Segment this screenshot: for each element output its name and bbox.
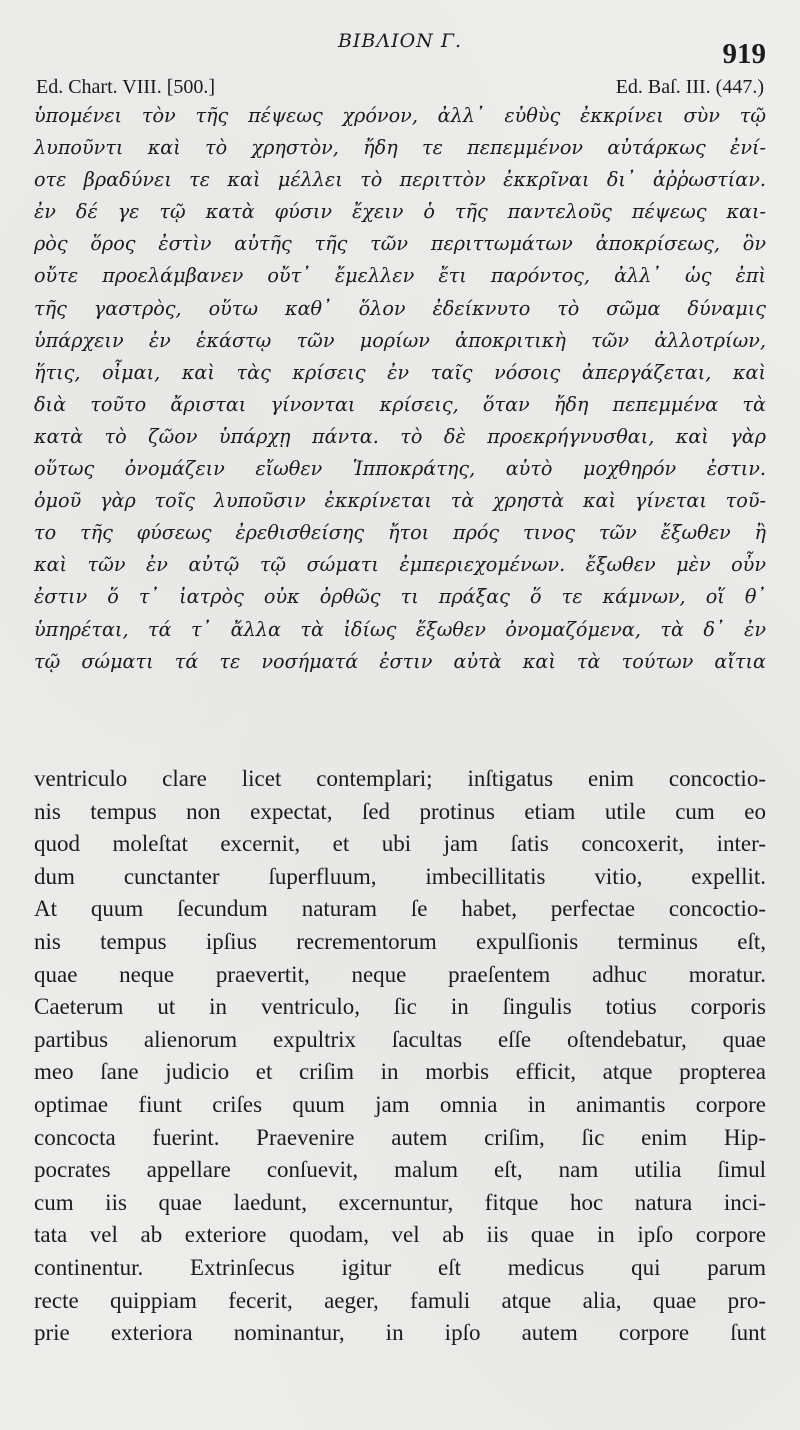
- edition-reference-left: Ed. Chart. VIII. [500.]: [36, 76, 216, 98]
- running-title: BIBΛΙΟΝ Γ.: [337, 30, 463, 52]
- latin-line: quod moleſtat excernit, et ubi jam ſatis concoxerit, inter-: [34, 831, 766, 857]
- latin-line: meo ſane judicio et criſim in morbis efficit, atque propterea: [34, 1059, 766, 1085]
- greek-line: ρὸς ὅρος ἐστὶν αὐτῆς τῆς τῶν περιττωμάτων ἀποκρίσεως, ὃν: [34, 232, 766, 256]
- greek-text-block: [34, 100, 766, 678]
- latin-line: dum cunctanter ſuperfluum, imbecillitatis vitio, expellit.: [34, 863, 766, 889]
- greek-line: το τῆς φύσεως ἐρεθισθείσης ἤτοι πρός τινος τῶν ἔξωθεν ἢ: [34, 521, 766, 545]
- latin-line: ventriculo clare licet contemplari; inſtigatus enim concoctio-: [34, 766, 766, 791]
- latin-line: nis tempus non expectat, ſed protinus etiam utile cum eo: [34, 798, 766, 824]
- greek-line: ὑπάρχειν ἐν ἑκάστῳ τῶν μορίων ἀποκριτικὴ τῶν ἀλλοτρίων,: [34, 328, 766, 352]
- latin-line: tata vel ab exteriore quodam, vel ab iis quae in ipſo corpore: [34, 1222, 766, 1248]
- latin-line: concocta fuerint. Praevenire autem criſim, ſic enim Hip-: [34, 1124, 766, 1150]
- latin-line: partibus alienorum expultrix ſacultas eſſe oſtendebatur, quae: [34, 1026, 766, 1052]
- latin-line: recte quippiam fecerit, aeger, famuli atque alia, quae pro-: [34, 1287, 766, 1313]
- greek-line: οτε βραδύνει τε καὶ μέλλει τὸ περιττὸν ἐκκρῖναι δι᾽ ἀῤῥωστίαν.: [34, 168, 766, 192]
- greek-line: οὔτε προελάμβανεν οὔτ᾽ ἔμελλεν ἔτι παρόντος, ἀλλ᾽ ὡς ἐπὶ: [34, 264, 766, 288]
- greek-line: ὑπηρέται, τά τ᾽ ἄλλα τὰ ἰδίως ἔξωθεν ὀνομαζόμενα, τὰ δ᾽ ἐν: [34, 617, 766, 641]
- latin-line: At quum ſecundum naturam ſe habet, perfectae concoctio-: [34, 896, 766, 922]
- greek-line: κατὰ τὸ ζῶον ὑπάρχῃ πάντα. τὸ δὲ προεκρήγνυσθαι, καὶ γὰρ: [34, 424, 766, 448]
- latin-line: quae neque praevertit, neque praeſentem adhuc moratur.: [34, 961, 766, 987]
- greek-line: διὰ τοῦτο ἄρισται γίνονται κρίσεις, ὅταν ἤδη πεπεμμένα τὰ: [34, 392, 766, 416]
- greek-line: ἥτις, οἶμαι, καὶ τὰς κρίσεις ἐν ταῖς νόσοις ἀπεργάζεται, καὶ: [34, 360, 766, 384]
- latin-line: prie exteriora nominantur, in ipſo autem corpore ſunt: [34, 1320, 766, 1346]
- edition-reference-right: Ed. Baſ. III. (447.): [615, 76, 764, 98]
- latin-line: continentur. Extrinſecus igitur eſt medicus qui parum: [34, 1254, 766, 1280]
- latin-text-block: [34, 763, 766, 1350]
- greek-line: ὑπομένει τὸν τῆς πέψεως χρόνον, ἀλλ᾽ εὐθὺς ἐκκρίνει σὺν τῷ: [34, 104, 766, 127]
- latin-line: pocrates appellare conſuevit, malum eſt, nam utilia ſimul: [34, 1157, 766, 1183]
- greek-line: ὁμοῦ γὰρ τοῖς λυποῦσιν ἐκκρίνεται τὰ χρηστὰ καὶ γίνεται τοῦ-: [34, 489, 766, 513]
- latin-line: nis tempus ipſius recrementorum expulſionis terminus eſt,: [34, 928, 766, 954]
- greek-line: τῷ σώματι τά τε νοσήματά ἐστιν αὐτὰ καὶ τὰ τούτων αἴτια: [34, 649, 766, 673]
- latin-line: Caeterum ut in ventriculo, ſic in ſingulis totius corporis: [34, 994, 766, 1020]
- latin-line: optimae fiunt criſes quum jam omnia in animantis corpore: [34, 1091, 766, 1117]
- greek-line: ἐστιν ὅ τ᾽ ἰατρὸς οὐκ ὀρθῶς τι πράξας ὅ τε κάμνων, οἵ θ᾽: [34, 585, 766, 609]
- latin-line: cum iis quae laedunt, excernuntur, fitque hoc natura inci-: [34, 1189, 766, 1215]
- greek-line: ἐν δέ γε τῷ κατὰ φύσιν ἔχειν ὁ τῆς παντελοῦς πέψεως και-: [34, 200, 766, 224]
- greek-line: καὶ τῶν ἐν αὐτῷ τῷ σώματι ἐμπεριεχομένων. ἔξωθεν μὲν οὖν: [34, 553, 766, 577]
- page-number: 919: [722, 38, 766, 70]
- greek-line: οὕτως ὀνομάζειν εἴωθεν Ἱπποκράτης, αὐτὸ μοχθηρόν ἐστιν.: [34, 457, 766, 481]
- greek-line: τῆς γαστρὸς, οὕτω καθ᾽ ὅλον ἐδείκνυτο τὸ σῶμα δύναμις: [34, 296, 766, 320]
- greek-line: λυποῦντι καὶ τὸ χρηστὸν, ἤδη τε πεπεμμένον αὐτάρκως ἐνί-: [34, 136, 766, 160]
